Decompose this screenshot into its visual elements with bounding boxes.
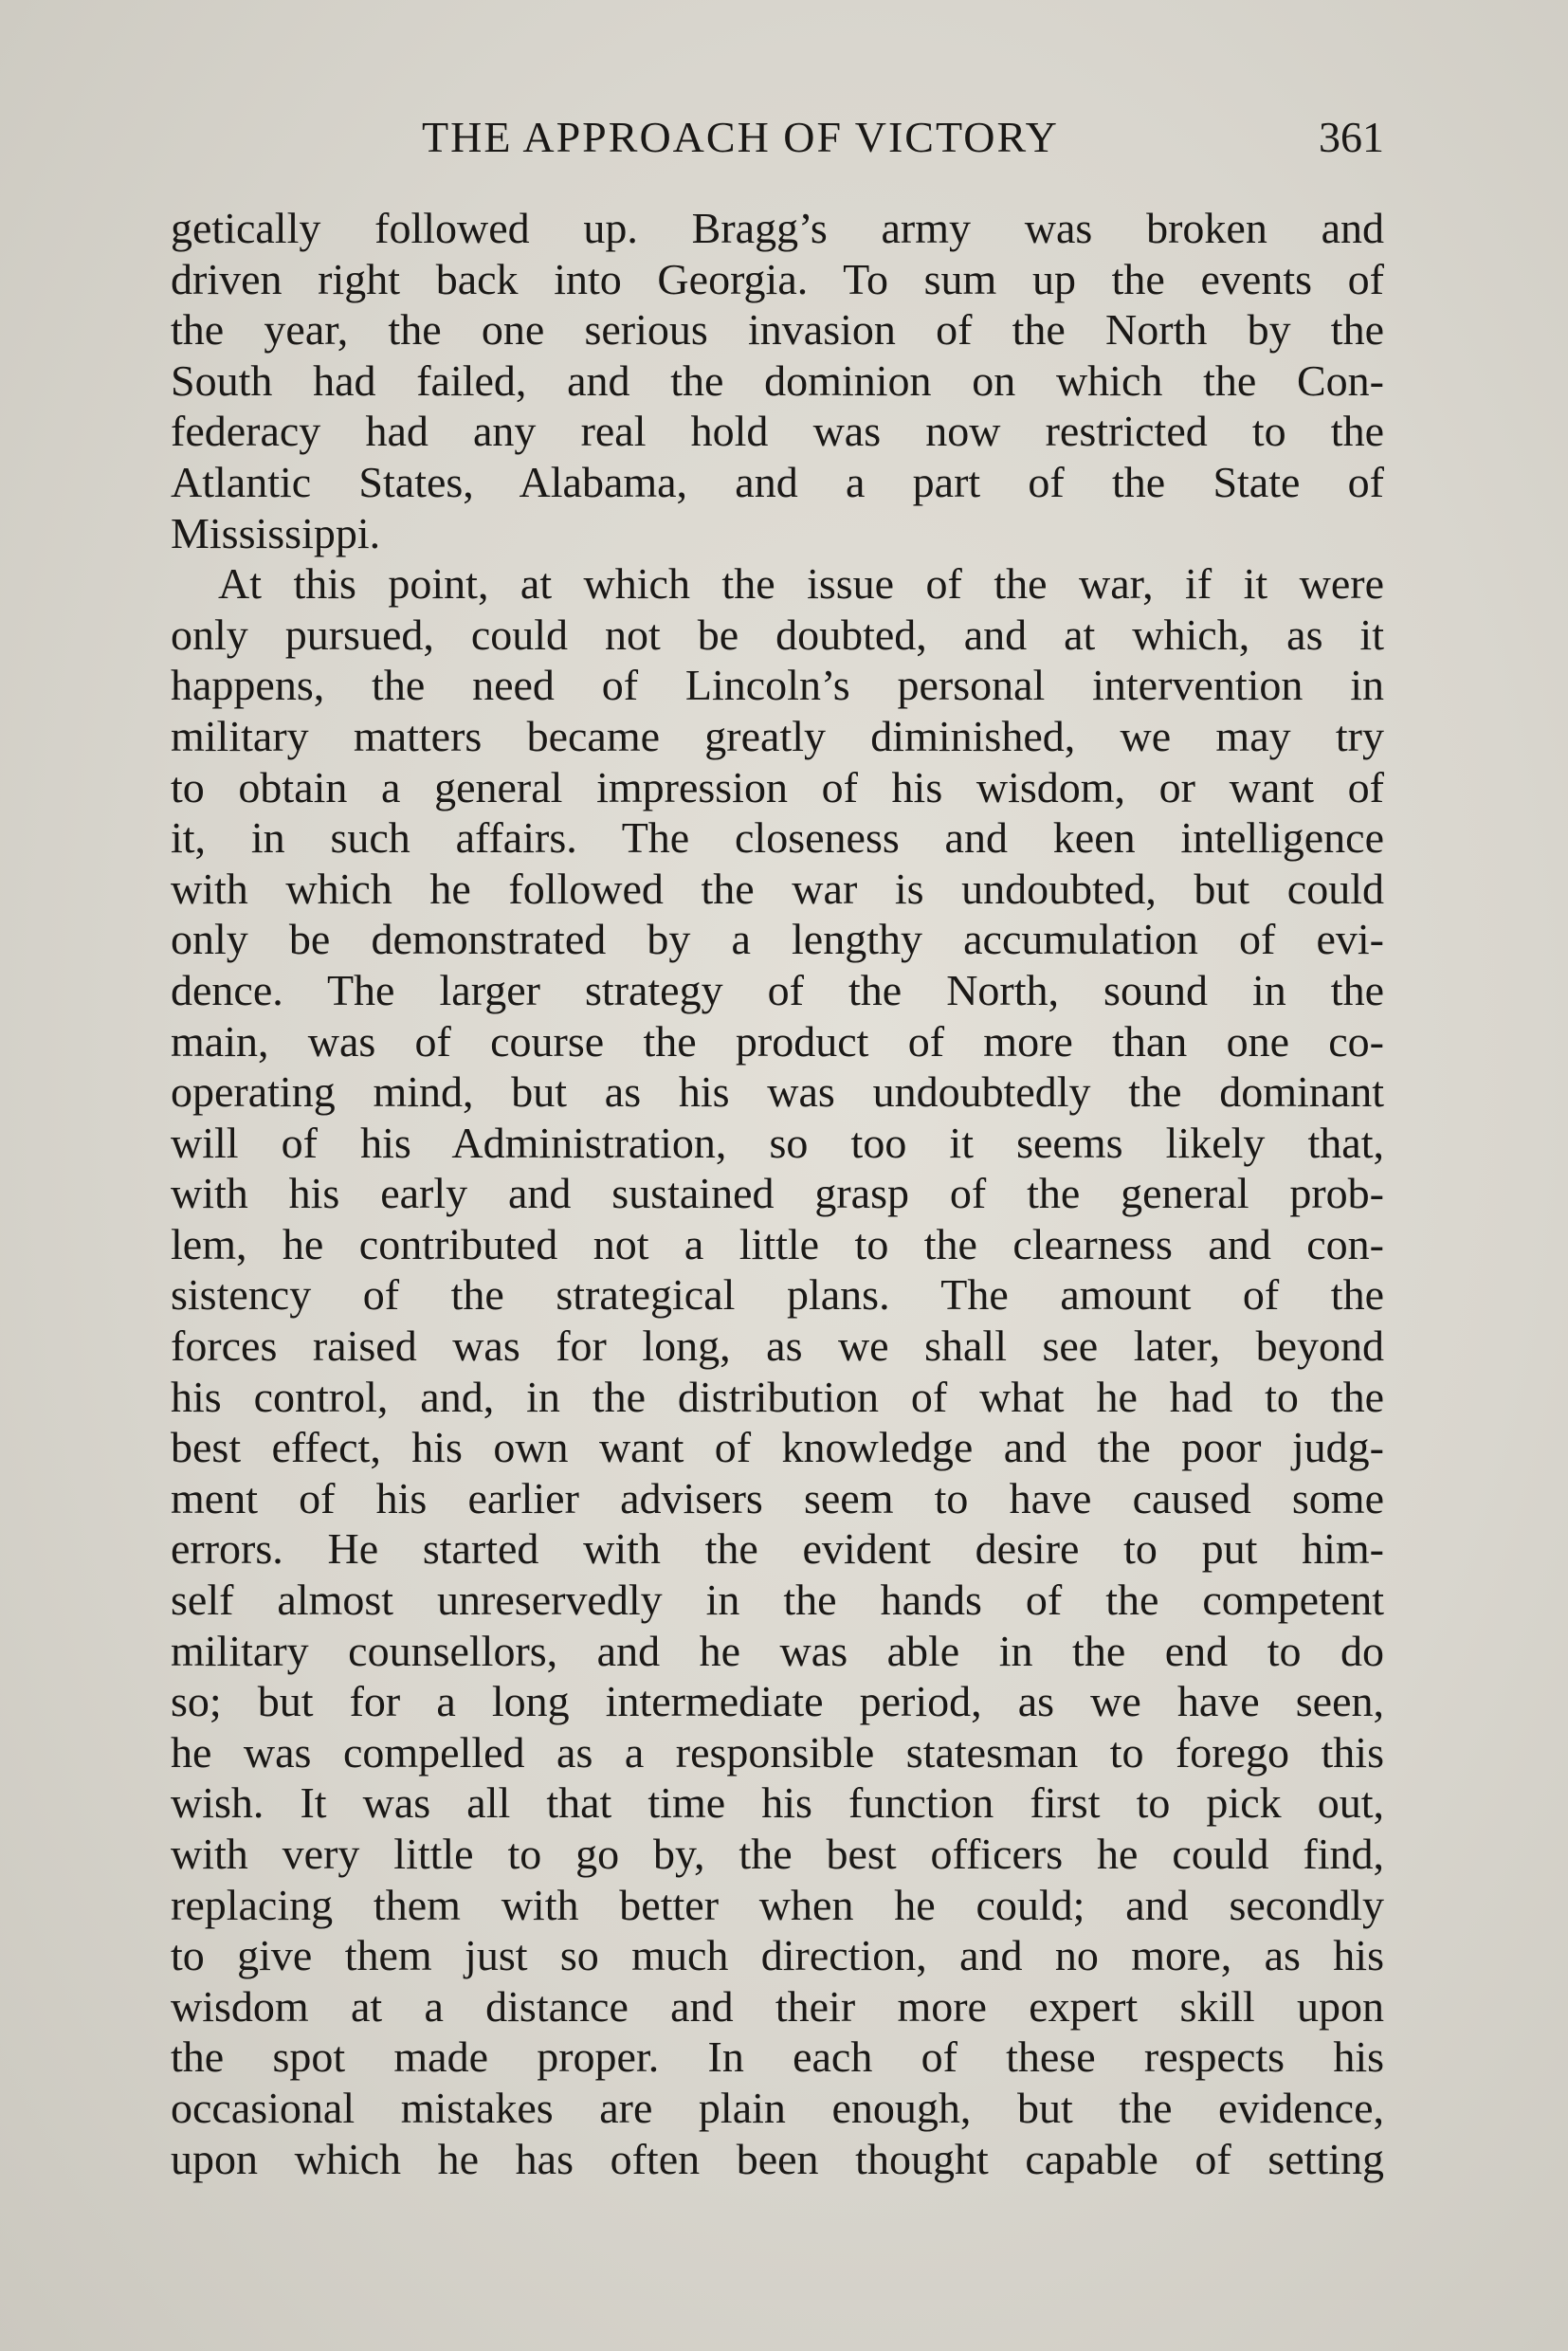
text-line: he was compelled as a responsible statesman to forego this <box>171 1727 1384 1777</box>
paragraph <box>171 203 1384 558</box>
text-line: it, in such affairs. The closeness and keen intelligence <box>171 813 1384 863</box>
text-line: ment of his earlier advisers seem to have caused some <box>171 1473 1384 1522</box>
text-line: only pursued, could not be doubted, and at which, as it <box>171 610 1384 659</box>
text-line: the year, the one serious invasion of the North by the <box>171 305 1384 355</box>
text-line: Mississippi. <box>171 508 381 557</box>
text-line: getically followed up. Bragg’s army was broken and <box>171 204 1384 252</box>
text-line: with his early and sustained grasp of the general prob- <box>171 1169 1384 1218</box>
paragraph <box>171 558 1384 2184</box>
text-line: driven right back into Georgia. To sum up the events of <box>171 254 1384 303</box>
text-line: dence. The larger strategy of the North, sound in the <box>171 965 1384 1014</box>
text-line: to give them just so much direction, and no more, as his <box>171 1931 1384 1980</box>
text-line: federacy had any real hold was now restricted to the <box>171 407 1384 456</box>
text-line: replacing them with better when he could; and secondly <box>171 1880 1384 1929</box>
text-line: lem, he contributed not a little to the clearness and con- <box>171 1219 1384 1268</box>
text-line: wish. It was all that time his function first to pick out, <box>171 1778 1384 1828</box>
text-line: upon which he has often been thought capable of setting <box>171 2134 1384 2183</box>
text-line: will of his Administration, so too it seems likely that, <box>171 1118 1384 1167</box>
text-line: Atlantic States, Alabama, and a part of the State of <box>171 457 1384 506</box>
text-line: operating mind, but as his was undoubtedly the dominant <box>171 1067 1384 1117</box>
text-line: self almost unreservedly in the hands of the competent <box>171 1576 1384 1625</box>
text-line: wisdom at a distance and their more expert skill upon <box>171 1981 1384 2031</box>
text-line: only be demonstrated by a lengthy accumulation of evi- <box>171 915 1384 964</box>
running-title: THE APPROACH OF VICTORY <box>422 113 1059 161</box>
text-line: sistency of the strategical plans. The amount of the <box>171 1270 1384 1320</box>
text-line: his control, and, in the distribution of what he had to the <box>171 1372 1384 1421</box>
text-line: best effect, his own want of knowledge and the poor judg- <box>171 1423 1384 1472</box>
body-text <box>171 203 1384 2184</box>
text-line: main, was of course the product of more than one co- <box>171 1016 1384 1066</box>
running-head <box>171 112 1384 178</box>
text-line: occasional mistakes are plain enough, but the evidence, <box>171 2083 1384 2132</box>
text-line: South had failed, and the dominion on which the Con- <box>171 355 1384 405</box>
text-line: military counsellors, and he was able in the end to do <box>171 1626 1384 1675</box>
text-line: happens, the need of Lincoln’s personal intervention in <box>171 661 1384 710</box>
text-line: the spot made proper. In each of these respects his <box>171 2032 1384 2082</box>
text-line: to obtain a general impression of his wisdom, or want of <box>171 762 1384 811</box>
text-line: At this point, at which the issue of the war, if it were <box>218 559 1384 609</box>
text-line: so; but for a long intermediate period, as we have seen, <box>171 1677 1384 1726</box>
text-line: with which he followed the war is undoubted, but could <box>171 864 1384 913</box>
text-line: military matters became greatly diminished, we may try <box>171 711 1384 760</box>
text-line: forces raised was for long, as we shall see later, beyond <box>171 1321 1384 1371</box>
text-line: errors. He started with the evident desire to put him- <box>171 1524 1384 1574</box>
text-line: with very little to go by, the best officers he could find, <box>171 1830 1384 1878</box>
page-number: 361 <box>1319 113 1384 161</box>
